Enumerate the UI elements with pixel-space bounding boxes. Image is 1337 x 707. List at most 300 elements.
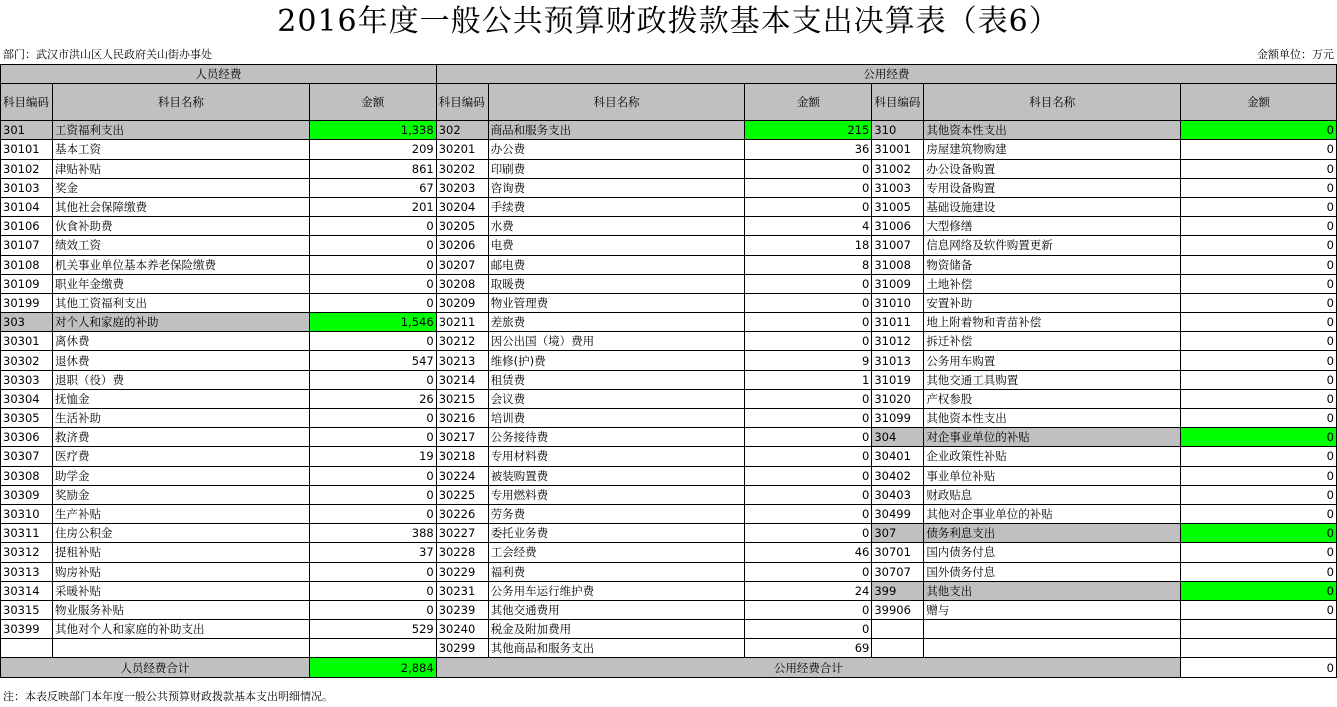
code-cell: 30224 bbox=[436, 466, 488, 485]
code-cell: 30309 bbox=[1, 485, 53, 504]
name-cell: 其他工资福利支出 bbox=[52, 293, 309, 312]
amount-cell: 69 bbox=[745, 639, 872, 658]
section-public: 公用经费 bbox=[436, 65, 1336, 84]
personnel-total-label: 人员经费合计 bbox=[1, 658, 310, 677]
name-cell: 办公费 bbox=[488, 140, 745, 159]
name-cell: 土地补偿 bbox=[924, 274, 1181, 293]
code-cell: 30301 bbox=[1, 332, 53, 351]
amount-cell: 0 bbox=[1181, 409, 1337, 428]
code-cell: 30313 bbox=[1, 562, 53, 581]
name-cell: 劳务费 bbox=[488, 504, 745, 523]
amount-cell: 0 bbox=[1181, 370, 1337, 389]
table-row bbox=[1, 543, 1337, 562]
code-cell: 31002 bbox=[872, 159, 924, 178]
amount-cell: 37 bbox=[309, 543, 436, 562]
name-cell: 其他交通工具购置 bbox=[924, 370, 1181, 389]
name-cell: 维修(护)费 bbox=[488, 351, 745, 370]
name-cell: 退职（役）费 bbox=[52, 370, 309, 389]
name-cell: 公务用车运行维护费 bbox=[488, 581, 745, 600]
name-cell: 电费 bbox=[488, 236, 745, 255]
amount-cell: 0 bbox=[1181, 293, 1337, 312]
code-cell: 30215 bbox=[436, 389, 488, 408]
table-row bbox=[1, 600, 1337, 619]
code-cell: 31001 bbox=[872, 140, 924, 159]
name-cell bbox=[52, 639, 309, 658]
amount-cell: 0 bbox=[309, 255, 436, 274]
name-cell: 离休费 bbox=[52, 332, 309, 351]
amount-cell: 0 bbox=[309, 370, 436, 389]
amount-cell: 36 bbox=[745, 140, 872, 159]
amount-cell: 0 bbox=[1181, 562, 1337, 581]
name-cell: 其他资本性支出 bbox=[924, 409, 1181, 428]
code-cell: 30306 bbox=[1, 428, 53, 447]
amount-cell: 0 bbox=[745, 313, 872, 332]
code-cell: 31009 bbox=[872, 274, 924, 293]
amount-cell bbox=[1181, 639, 1337, 658]
table-row bbox=[1, 217, 1337, 236]
code-cell: 30401 bbox=[872, 447, 924, 466]
code-cell bbox=[872, 620, 924, 639]
code-cell: 30202 bbox=[436, 159, 488, 178]
name-cell: 住房公积金 bbox=[52, 524, 309, 543]
amount-cell: 0 bbox=[309, 236, 436, 255]
amount-cell: 0 bbox=[309, 485, 436, 504]
name-cell: 委托业务费 bbox=[488, 524, 745, 543]
name-cell: 公务接待费 bbox=[488, 428, 745, 447]
unit-label: 金额单位：万元 bbox=[1257, 48, 1334, 61]
code-cell: 30104 bbox=[1, 197, 53, 216]
amount-cell: 9 bbox=[745, 351, 872, 370]
table-row bbox=[1, 581, 1337, 600]
code-cell: 30225 bbox=[436, 485, 488, 504]
amount-cell: 0 bbox=[1181, 236, 1337, 255]
code-cell: 30229 bbox=[436, 562, 488, 581]
code-cell: 30107 bbox=[1, 236, 53, 255]
header-amount: 金额 bbox=[1181, 84, 1337, 121]
code-cell: 31008 bbox=[872, 255, 924, 274]
amount-cell: 1,546 bbox=[309, 313, 436, 332]
name-cell: 抚恤金 bbox=[52, 389, 309, 408]
public-total-label: 公用经费合计 bbox=[436, 658, 1180, 677]
code-cell: 39906 bbox=[872, 600, 924, 619]
amount-cell: 0 bbox=[745, 600, 872, 619]
name-cell: 其他对企事业单位的补贴 bbox=[924, 504, 1181, 523]
code-cell: 31005 bbox=[872, 197, 924, 216]
name-cell: 对个人和家庭的补助 bbox=[52, 313, 309, 332]
amount-cell: 201 bbox=[309, 197, 436, 216]
amount-cell: 0 bbox=[745, 428, 872, 447]
name-cell: 生产补贴 bbox=[52, 504, 309, 523]
name-cell: 邮电费 bbox=[488, 255, 745, 274]
amount-cell: 215 bbox=[745, 121, 872, 140]
code-cell: 301 bbox=[1, 121, 53, 140]
table-row bbox=[1, 428, 1337, 447]
amount-cell: 0 bbox=[745, 178, 872, 197]
code-cell: 30211 bbox=[436, 313, 488, 332]
table-row bbox=[1, 389, 1337, 408]
name-cell: 其他资本性支出 bbox=[924, 121, 1181, 140]
amount-cell: 0 bbox=[309, 581, 436, 600]
code-cell: 30311 bbox=[1, 524, 53, 543]
amount-cell: 0 bbox=[745, 409, 872, 428]
code-cell: 30199 bbox=[1, 293, 53, 312]
code-cell: 30208 bbox=[436, 274, 488, 293]
code-cell: 30218 bbox=[436, 447, 488, 466]
code-cell: 303 bbox=[1, 313, 53, 332]
name-cell: 专用燃料费 bbox=[488, 485, 745, 504]
table-row bbox=[1, 620, 1337, 639]
code-cell: 30101 bbox=[1, 140, 53, 159]
name-cell: 其他社会保障缴费 bbox=[52, 197, 309, 216]
amount-cell: 24 bbox=[745, 581, 872, 600]
code-cell: 304 bbox=[872, 428, 924, 447]
report-title: 2016年度一般公共预算财政拨款基本支出决算表（表6） bbox=[277, 4, 1060, 39]
amount-cell: 0 bbox=[1181, 332, 1337, 351]
code-cell: 31099 bbox=[872, 409, 924, 428]
amount-cell: 0 bbox=[1181, 600, 1337, 619]
amount-cell: 0 bbox=[1181, 255, 1337, 274]
header-amount: 金额 bbox=[309, 84, 436, 121]
name-cell: 产权参股 bbox=[924, 389, 1181, 408]
table-row bbox=[1, 639, 1337, 658]
code-cell: 30102 bbox=[1, 159, 53, 178]
name-cell: 会议费 bbox=[488, 389, 745, 408]
amount-cell: 0 bbox=[745, 447, 872, 466]
name-cell: 办公设备购置 bbox=[924, 159, 1181, 178]
table-row bbox=[1, 562, 1337, 581]
name-cell: 福利费 bbox=[488, 562, 745, 581]
code-cell: 30308 bbox=[1, 466, 53, 485]
amount-cell: 8 bbox=[745, 255, 872, 274]
amount-cell: 0 bbox=[745, 620, 872, 639]
code-cell: 30239 bbox=[436, 600, 488, 619]
code-cell: 30227 bbox=[436, 524, 488, 543]
amount-cell: 0 bbox=[1181, 274, 1337, 293]
name-cell: 医疗费 bbox=[52, 447, 309, 466]
name-cell: 印刷费 bbox=[488, 159, 745, 178]
table-row bbox=[1, 274, 1337, 293]
name-cell: 手续费 bbox=[488, 197, 745, 216]
amount-cell: 0 bbox=[1181, 217, 1337, 236]
name-cell: 咨询费 bbox=[488, 178, 745, 197]
amount-cell: 0 bbox=[309, 293, 436, 312]
name-cell: 采暖补贴 bbox=[52, 581, 309, 600]
amount-cell: 0 bbox=[745, 389, 872, 408]
department-label: 部门：武汉市洪山区人民政府关山街办事处 bbox=[3, 48, 212, 61]
amount-cell bbox=[1181, 620, 1337, 639]
name-cell: 退休费 bbox=[52, 351, 309, 370]
code-cell: 30403 bbox=[872, 485, 924, 504]
name-cell: 大型修缮 bbox=[924, 217, 1181, 236]
amount-cell: 0 bbox=[309, 466, 436, 485]
code-cell: 31012 bbox=[872, 332, 924, 351]
table-row bbox=[1, 332, 1337, 351]
name-cell: 职业年金缴费 bbox=[52, 274, 309, 293]
name-cell: 基本工资 bbox=[52, 140, 309, 159]
amount-cell: 0 bbox=[1181, 485, 1337, 504]
amount-cell: 0 bbox=[1181, 466, 1337, 485]
code-cell: 30307 bbox=[1, 447, 53, 466]
code-cell: 30305 bbox=[1, 409, 53, 428]
name-cell: 差旅费 bbox=[488, 313, 745, 332]
amount-cell: 0 bbox=[1181, 504, 1337, 523]
code-cell: 31020 bbox=[872, 389, 924, 408]
amount-cell: 1 bbox=[745, 370, 872, 389]
code-cell: 30217 bbox=[436, 428, 488, 447]
amount-cell: 0 bbox=[309, 332, 436, 351]
amount-cell: 0 bbox=[1181, 197, 1337, 216]
table-body bbox=[1, 121, 1337, 658]
meta-bar bbox=[0, 44, 1337, 62]
code-cell: 31011 bbox=[872, 313, 924, 332]
code-cell: 30209 bbox=[436, 293, 488, 312]
code-cell: 30214 bbox=[436, 370, 488, 389]
header-name: 科目名称 bbox=[924, 84, 1181, 121]
table-row bbox=[1, 466, 1337, 485]
code-cell: 30106 bbox=[1, 217, 53, 236]
amount-cell: 0 bbox=[309, 217, 436, 236]
code-cell: 30103 bbox=[1, 178, 53, 197]
table-row bbox=[1, 121, 1337, 140]
table-row bbox=[1, 159, 1337, 178]
code-cell: 30213 bbox=[436, 351, 488, 370]
code-cell: 30231 bbox=[436, 581, 488, 600]
code-cell: 30302 bbox=[1, 351, 53, 370]
budget-table bbox=[0, 64, 1337, 678]
amount-cell: 0 bbox=[309, 562, 436, 581]
amount-cell: 0 bbox=[1181, 351, 1337, 370]
amount-cell bbox=[309, 639, 436, 658]
name-cell: 基础设施建设 bbox=[924, 197, 1181, 216]
amount-cell: 1,338 bbox=[309, 121, 436, 140]
header-code: 科目编码 bbox=[436, 84, 488, 121]
name-cell: 救济费 bbox=[52, 428, 309, 447]
name-cell: 购房补贴 bbox=[52, 562, 309, 581]
name-cell: 津贴补贴 bbox=[52, 159, 309, 178]
name-cell: 财政贴息 bbox=[924, 485, 1181, 504]
amount-cell: 0 bbox=[1181, 389, 1337, 408]
code-cell: 310 bbox=[872, 121, 924, 140]
public-total-value: 0 bbox=[1181, 658, 1337, 677]
amount-cell: 0 bbox=[1181, 581, 1337, 600]
table-row bbox=[1, 140, 1337, 159]
header-code: 科目编码 bbox=[1, 84, 53, 121]
name-cell: 公务用车购置 bbox=[924, 351, 1181, 370]
amount-cell: 67 bbox=[309, 178, 436, 197]
name-cell bbox=[924, 639, 1181, 658]
code-cell: 30310 bbox=[1, 504, 53, 523]
amount-cell: 0 bbox=[745, 197, 872, 216]
code-cell: 30204 bbox=[436, 197, 488, 216]
amount-cell: 26 bbox=[309, 389, 436, 408]
code-cell bbox=[1, 639, 53, 658]
name-cell: 商品和服务支出 bbox=[488, 121, 745, 140]
amount-cell: 209 bbox=[309, 140, 436, 159]
table-row bbox=[1, 524, 1337, 543]
name-cell: 奖励金 bbox=[52, 485, 309, 504]
amount-cell: 0 bbox=[1181, 543, 1337, 562]
code-cell: 30499 bbox=[872, 504, 924, 523]
name-cell: 物业管理费 bbox=[488, 293, 745, 312]
amount-cell: 4 bbox=[745, 217, 872, 236]
name-cell: 事业单位补贴 bbox=[924, 466, 1181, 485]
table-row bbox=[1, 236, 1337, 255]
amount-cell: 0 bbox=[309, 274, 436, 293]
code-cell: 30216 bbox=[436, 409, 488, 428]
code-cell: 399 bbox=[872, 581, 924, 600]
code-cell: 30207 bbox=[436, 255, 488, 274]
code-cell: 30701 bbox=[872, 543, 924, 562]
code-cell: 31006 bbox=[872, 217, 924, 236]
amount-cell: 0 bbox=[745, 332, 872, 351]
table-row bbox=[1, 485, 1337, 504]
amount-cell: 0 bbox=[745, 562, 872, 581]
name-cell: 培训费 bbox=[488, 409, 745, 428]
name-cell: 租赁费 bbox=[488, 370, 745, 389]
amount-cell: 18 bbox=[745, 236, 872, 255]
name-cell: 伙食补助费 bbox=[52, 217, 309, 236]
amount-cell: 388 bbox=[309, 524, 436, 543]
code-cell: 31010 bbox=[872, 293, 924, 312]
amount-cell: 19 bbox=[309, 447, 436, 466]
code-cell bbox=[872, 639, 924, 658]
code-cell: 30303 bbox=[1, 370, 53, 389]
name-cell: 房屋建筑物购建 bbox=[924, 140, 1181, 159]
name-cell: 其他商品和服务支出 bbox=[488, 639, 745, 658]
name-cell: 其他交通费用 bbox=[488, 600, 745, 619]
table-row bbox=[1, 313, 1337, 332]
amount-cell: 0 bbox=[1181, 447, 1337, 466]
name-cell: 信息网络及软件购置更新 bbox=[924, 236, 1181, 255]
table-row bbox=[1, 197, 1337, 216]
amount-cell: 0 bbox=[745, 485, 872, 504]
name-cell: 机关事业单位基本养老保险缴费 bbox=[52, 255, 309, 274]
code-cell: 30108 bbox=[1, 255, 53, 274]
table-row bbox=[1, 370, 1337, 389]
name-cell: 物业服务补贴 bbox=[52, 600, 309, 619]
code-cell: 30205 bbox=[436, 217, 488, 236]
name-cell: 提租补贴 bbox=[52, 543, 309, 562]
code-cell: 30304 bbox=[1, 389, 53, 408]
name-cell: 拆迁补偿 bbox=[924, 332, 1181, 351]
code-cell: 30206 bbox=[436, 236, 488, 255]
name-cell: 生活补助 bbox=[52, 409, 309, 428]
section-personnel: 人员经费 bbox=[1, 65, 437, 84]
amount-cell: 0 bbox=[745, 159, 872, 178]
amount-cell: 0 bbox=[745, 274, 872, 293]
amount-cell: 0 bbox=[1181, 313, 1337, 332]
amount-cell: 0 bbox=[745, 466, 872, 485]
amount-cell: 529 bbox=[309, 620, 436, 639]
name-cell bbox=[924, 620, 1181, 639]
code-cell: 30402 bbox=[872, 466, 924, 485]
header-amount: 金额 bbox=[745, 84, 872, 121]
code-cell: 30226 bbox=[436, 504, 488, 523]
amount-cell: 0 bbox=[1181, 178, 1337, 197]
code-cell: 307 bbox=[872, 524, 924, 543]
code-cell: 31019 bbox=[872, 370, 924, 389]
code-cell: 31003 bbox=[872, 178, 924, 197]
amount-cell: 0 bbox=[1181, 140, 1337, 159]
amount-cell: 46 bbox=[745, 543, 872, 562]
table-row bbox=[1, 178, 1337, 197]
table-row bbox=[1, 255, 1337, 274]
table-row bbox=[1, 409, 1337, 428]
code-cell: 30201 bbox=[436, 140, 488, 159]
table-row bbox=[1, 447, 1337, 466]
amount-cell: 0 bbox=[309, 428, 436, 447]
amount-cell: 0 bbox=[1181, 121, 1337, 140]
code-cell: 30399 bbox=[1, 620, 53, 639]
name-cell: 其他对个人和家庭的补助支出 bbox=[52, 620, 309, 639]
code-cell: 30314 bbox=[1, 581, 53, 600]
personnel-total-value: 2,884 bbox=[309, 658, 436, 677]
name-cell: 税金及附加费用 bbox=[488, 620, 745, 639]
name-cell: 专用设备购置 bbox=[924, 178, 1181, 197]
name-cell: 工会经费 bbox=[488, 543, 745, 562]
amount-cell: 0 bbox=[309, 600, 436, 619]
amount-cell: 547 bbox=[309, 351, 436, 370]
name-cell: 国外债务付息 bbox=[924, 562, 1181, 581]
name-cell: 被装购置费 bbox=[488, 466, 745, 485]
name-cell: 其他支出 bbox=[924, 581, 1181, 600]
code-cell: 30315 bbox=[1, 600, 53, 619]
name-cell: 奖金 bbox=[52, 178, 309, 197]
amount-cell: 0 bbox=[309, 504, 436, 523]
amount-cell: 0 bbox=[1181, 159, 1337, 178]
name-cell: 绩效工资 bbox=[52, 236, 309, 255]
amount-cell: 0 bbox=[745, 293, 872, 312]
header-code: 科目编码 bbox=[872, 84, 924, 121]
code-cell: 30203 bbox=[436, 178, 488, 197]
code-cell: 30312 bbox=[1, 543, 53, 562]
amount-cell: 861 bbox=[309, 159, 436, 178]
name-cell: 赠与 bbox=[924, 600, 1181, 619]
code-cell: 302 bbox=[436, 121, 488, 140]
name-cell: 物资储备 bbox=[924, 255, 1181, 274]
name-cell: 因公出国（境）费用 bbox=[488, 332, 745, 351]
code-cell: 30707 bbox=[872, 562, 924, 581]
name-cell: 水费 bbox=[488, 217, 745, 236]
name-cell: 专用材料费 bbox=[488, 447, 745, 466]
code-cell: 30299 bbox=[436, 639, 488, 658]
amount-cell: 0 bbox=[745, 524, 872, 543]
name-cell: 企业政策性补贴 bbox=[924, 447, 1181, 466]
table-row bbox=[1, 504, 1337, 523]
amount-cell: 0 bbox=[745, 504, 872, 523]
name-cell: 工资福利支出 bbox=[52, 121, 309, 140]
amount-cell: 0 bbox=[1181, 428, 1337, 447]
name-cell: 地上附着物和青苗补偿 bbox=[924, 313, 1181, 332]
name-cell: 国内债务付息 bbox=[924, 543, 1181, 562]
code-cell: 30109 bbox=[1, 274, 53, 293]
name-cell: 取暖费 bbox=[488, 274, 745, 293]
header-name: 科目名称 bbox=[488, 84, 745, 121]
name-cell: 安置补助 bbox=[924, 293, 1181, 312]
footnote: 注：本表反映部门本年度一般公共预算财政拨款基本支出明细情况。 bbox=[3, 690, 333, 703]
amount-cell: 0 bbox=[309, 409, 436, 428]
table-row bbox=[1, 293, 1337, 312]
name-cell: 助学金 bbox=[52, 466, 309, 485]
name-cell: 债务利息支出 bbox=[924, 524, 1181, 543]
table-row bbox=[1, 351, 1337, 370]
code-cell: 31007 bbox=[872, 236, 924, 255]
code-cell: 31013 bbox=[872, 351, 924, 370]
name-cell: 对企事业单位的补贴 bbox=[924, 428, 1181, 447]
code-cell: 30212 bbox=[436, 332, 488, 351]
amount-cell: 0 bbox=[1181, 524, 1337, 543]
code-cell: 30228 bbox=[436, 543, 488, 562]
